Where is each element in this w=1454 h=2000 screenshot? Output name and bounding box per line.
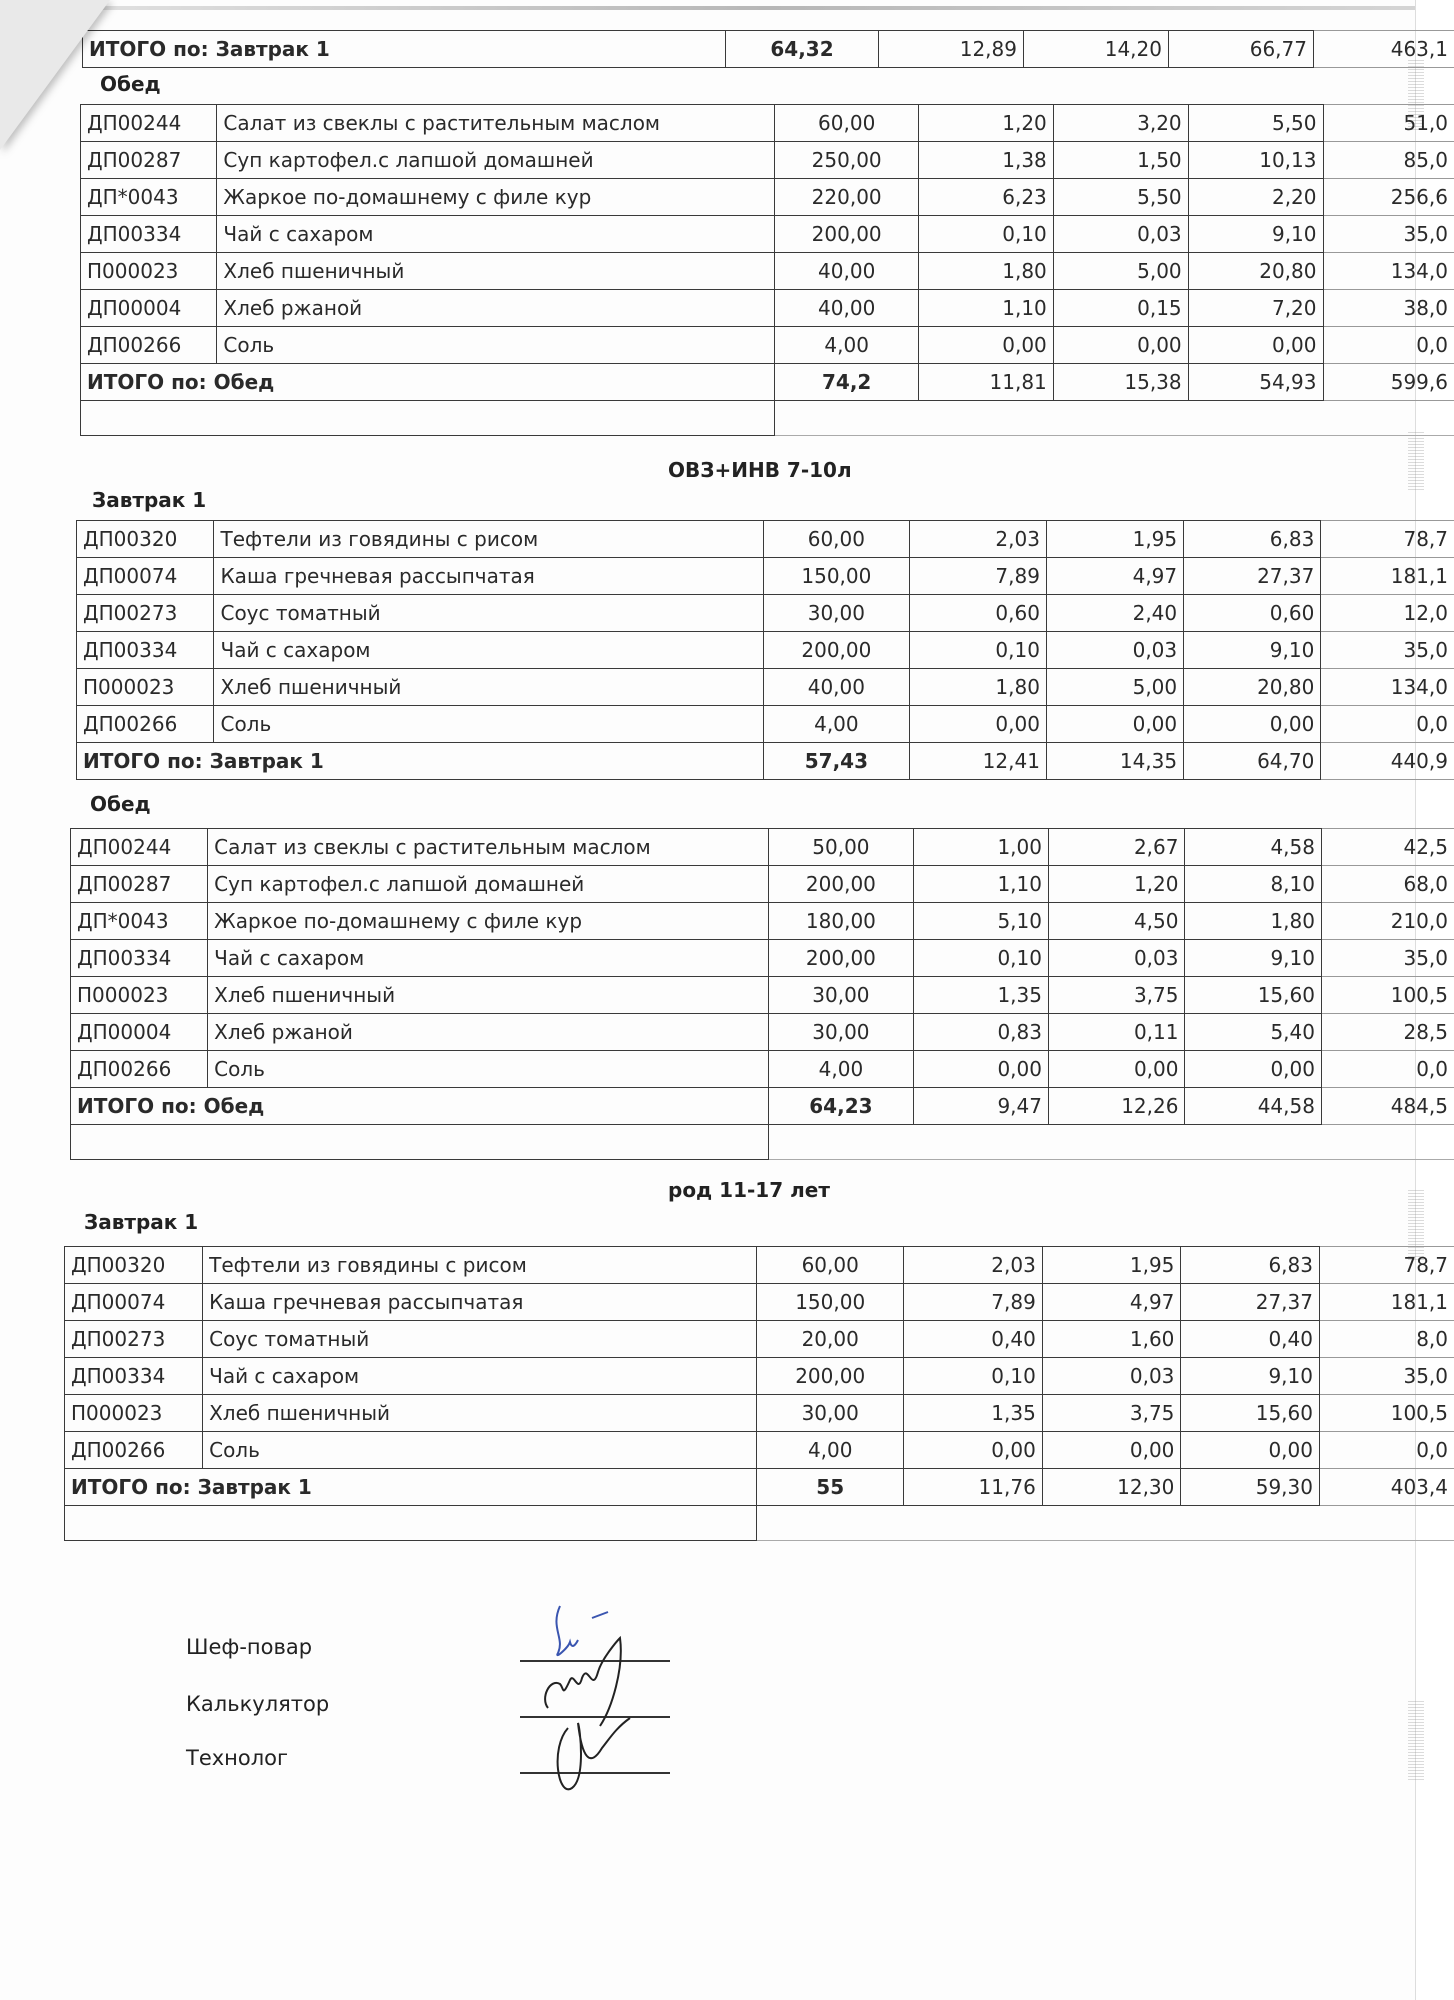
menu-table-s2-breakfast <box>76 520 1454 780</box>
item-carbs: 20,80 <box>1188 253 1323 290</box>
item-weight: 50,00 <box>768 829 913 866</box>
item-fats: 2,67 <box>1048 829 1185 866</box>
item-fats: 0,00 <box>1042 1432 1181 1469</box>
group-label-breakfast: Завтрак 1 <box>92 488 207 512</box>
item-fats: 1,20 <box>1048 866 1185 903</box>
item-code: ДП*0043 <box>71 903 208 940</box>
total-weight: 55 <box>757 1469 904 1506</box>
item-code: ДП*0043 <box>81 179 217 216</box>
item-name: Чай с сахаром <box>208 940 769 977</box>
table-row <box>71 903 1454 940</box>
item-code: ДП00320 <box>65 1247 203 1284</box>
table-row <box>77 706 1454 743</box>
item-carbs: 9,10 <box>1184 632 1321 669</box>
item-weight: 4,00 <box>775 327 919 364</box>
item-weight: 60,00 <box>775 105 919 142</box>
item-fats: 4,97 <box>1046 558 1183 595</box>
scan-noise <box>1408 1700 1424 1780</box>
item-code: ДП00266 <box>81 327 217 364</box>
item-carbs: 5,50 <box>1188 105 1323 142</box>
item-fats: 0,15 <box>1053 290 1188 327</box>
item-fats: 0,03 <box>1048 940 1185 977</box>
item-weight: 40,00 <box>775 290 919 327</box>
item-kcal: 35,0 <box>1321 632 1454 669</box>
table-row <box>81 105 1454 142</box>
item-fats: 1,50 <box>1053 142 1188 179</box>
item-carbs: 8,10 <box>1185 866 1322 903</box>
item-kcal: 35,0 <box>1319 1358 1454 1395</box>
signature-technologist <box>558 1718 630 1789</box>
total-row <box>65 1469 1454 1506</box>
item-fats: 1,60 <box>1042 1321 1181 1358</box>
total-carbs: 59,30 <box>1181 1469 1320 1506</box>
item-code: ДП00266 <box>71 1051 208 1088</box>
table-row <box>81 179 1454 216</box>
item-carbs: 6,83 <box>1184 521 1321 558</box>
total-weight: 57,43 <box>764 743 910 780</box>
item-code: ДП00334 <box>77 632 214 669</box>
item-proteins: 0,00 <box>918 327 1053 364</box>
item-carbs: 0,00 <box>1181 1432 1320 1469</box>
item-carbs: 9,10 <box>1188 216 1323 253</box>
item-carbs: 27,37 <box>1181 1284 1320 1321</box>
item-kcal: 42,5 <box>1321 829 1454 866</box>
table-row <box>65 1358 1454 1395</box>
item-proteins: 0,00 <box>904 1432 1043 1469</box>
total-kcal: 440,9 <box>1321 743 1454 780</box>
total-kcal: 463,1 <box>1314 31 1454 68</box>
item-weight: 180,00 <box>768 903 913 940</box>
menu-table-s1-breakfast-total <box>82 30 1454 68</box>
item-kcal: 8,0 <box>1319 1321 1454 1358</box>
signature-role-technologist: Технолог <box>186 1746 289 1770</box>
item-weight: 40,00 <box>775 253 919 290</box>
item-fats: 0,00 <box>1046 706 1183 743</box>
table-row <box>81 216 1454 253</box>
total-fats: 14,20 <box>1024 31 1169 68</box>
item-code: ДП00266 <box>77 706 214 743</box>
item-kcal: 85,0 <box>1323 142 1454 179</box>
total-proteins: 9,47 <box>913 1088 1048 1125</box>
blank-cell <box>768 1125 1454 1160</box>
item-kcal: 134,0 <box>1323 253 1454 290</box>
total-kcal: 599,6 <box>1323 364 1454 401</box>
table-row <box>81 253 1454 290</box>
item-kcal: 181,1 <box>1321 558 1454 595</box>
item-weight: 200,00 <box>775 216 919 253</box>
item-proteins: 0,10 <box>904 1358 1043 1395</box>
total-fats: 15,38 <box>1053 364 1188 401</box>
item-name: Соль <box>208 1051 769 1088</box>
menu-table-s3-breakfast <box>64 1246 1454 1541</box>
item-kcal: 134,0 <box>1321 669 1454 706</box>
total-row <box>83 31 1454 68</box>
item-weight: 200,00 <box>757 1358 904 1395</box>
table-row <box>71 866 1454 903</box>
table-row <box>71 829 1454 866</box>
item-carbs: 0,00 <box>1188 327 1323 364</box>
section-title: род 11-17 лет <box>668 1178 830 1202</box>
blank-cell <box>775 401 1454 436</box>
item-weight: 30,00 <box>757 1395 904 1432</box>
table-row <box>77 558 1454 595</box>
item-proteins: 1,38 <box>918 142 1053 179</box>
signature-role-chef: Шеф-повар <box>186 1635 313 1659</box>
item-carbs: 7,20 <box>1188 290 1323 327</box>
item-carbs: 15,60 <box>1185 977 1322 1014</box>
item-weight: 150,00 <box>757 1284 904 1321</box>
total-carbs: 66,77 <box>1169 31 1314 68</box>
item-code: ДП00004 <box>81 290 217 327</box>
item-name: Хлеб ржаной <box>217 290 775 327</box>
item-fats: 1,95 <box>1046 521 1183 558</box>
table-row <box>65 1284 1454 1321</box>
item-fats: 0,11 <box>1048 1014 1185 1051</box>
signature-role-calculator: Калькулятор <box>186 1692 330 1716</box>
item-kcal: 256,6 <box>1323 179 1454 216</box>
total-fats: 14,35 <box>1046 743 1183 780</box>
item-carbs: 6,83 <box>1181 1247 1320 1284</box>
item-fats: 3,75 <box>1048 977 1185 1014</box>
total-label: ИТОГО по: Обед <box>71 1088 769 1125</box>
total-kcal: 484,5 <box>1321 1088 1454 1125</box>
item-carbs: 20,80 <box>1184 669 1321 706</box>
total-fats: 12,26 <box>1048 1088 1185 1125</box>
item-fats: 1,95 <box>1042 1247 1181 1284</box>
item-weight: 4,00 <box>768 1051 913 1088</box>
item-weight: 250,00 <box>775 142 919 179</box>
item-proteins: 0,10 <box>918 216 1053 253</box>
page-top-edge <box>100 6 1434 10</box>
item-code: П000023 <box>71 977 208 1014</box>
item-carbs: 27,37 <box>1184 558 1321 595</box>
table-row <box>71 1014 1454 1051</box>
table-row <box>71 940 1454 977</box>
item-proteins: 0,10 <box>913 940 1048 977</box>
item-carbs: 1,80 <box>1185 903 1322 940</box>
item-weight: 40,00 <box>764 669 910 706</box>
folded-corner <box>0 0 110 150</box>
item-name: Хлеб ржаной <box>208 1014 769 1051</box>
item-fats: 5,50 <box>1053 179 1188 216</box>
item-carbs: 0,60 <box>1184 595 1321 632</box>
item-kcal: 100,5 <box>1321 977 1454 1014</box>
item-weight: 60,00 <box>764 521 910 558</box>
item-carbs: 2,20 <box>1188 179 1323 216</box>
total-kcal: 403,4 <box>1319 1469 1454 1506</box>
item-proteins: 1,35 <box>913 977 1048 1014</box>
total-weight: 64,23 <box>768 1088 913 1125</box>
item-proteins: 7,89 <box>909 558 1046 595</box>
item-fats: 0,03 <box>1046 632 1183 669</box>
total-fats: 12,30 <box>1042 1469 1181 1506</box>
item-kcal: 100,5 <box>1319 1395 1454 1432</box>
item-name: Хлеб пшеничный <box>208 977 769 1014</box>
item-weight: 200,00 <box>764 632 910 669</box>
item-weight: 4,00 <box>757 1432 904 1469</box>
item-kcal: 35,0 <box>1323 216 1454 253</box>
total-label: ИТОГО по: Завтрак 1 <box>83 31 726 68</box>
total-label: ИТОГО по: Завтрак 1 <box>77 743 764 780</box>
item-code: ДП00266 <box>65 1432 203 1469</box>
total-label: ИТОГО по: Обед <box>81 364 775 401</box>
item-name: Соль <box>214 706 764 743</box>
total-proteins: 12,41 <box>909 743 1046 780</box>
item-kcal: 35,0 <box>1321 940 1454 977</box>
item-name: Салат из свеклы с растительным маслом <box>208 829 769 866</box>
item-carbs: 9,10 <box>1181 1358 1320 1395</box>
item-proteins: 1,10 <box>918 290 1053 327</box>
item-kcal: 210,0 <box>1321 903 1454 940</box>
item-proteins: 0,83 <box>913 1014 1048 1051</box>
menu-table-s1-lunch <box>80 104 1454 436</box>
total-carbs: 64,70 <box>1184 743 1321 780</box>
item-weight: 60,00 <box>757 1247 904 1284</box>
total-carbs: 54,93 <box>1188 364 1323 401</box>
table-row <box>65 1321 1454 1358</box>
item-fats: 4,97 <box>1042 1284 1181 1321</box>
item-code: П000023 <box>77 669 214 706</box>
item-proteins: 0,60 <box>909 595 1046 632</box>
item-fats: 3,75 <box>1042 1395 1181 1432</box>
item-weight: 30,00 <box>768 1014 913 1051</box>
item-proteins: 1,80 <box>909 669 1046 706</box>
item-name: Чай с сахаром <box>217 216 775 253</box>
item-weight: 220,00 <box>775 179 919 216</box>
item-proteins: 1,80 <box>918 253 1053 290</box>
item-name: Чай с сахаром <box>214 632 764 669</box>
item-proteins: 2,03 <box>904 1247 1043 1284</box>
scan-noise <box>1408 430 1424 490</box>
signature-chef <box>556 1606 608 1655</box>
section-title: ОВЗ+ИНВ 7-10л <box>668 458 852 482</box>
item-fats: 5,00 <box>1053 253 1188 290</box>
blank-cell <box>71 1125 769 1160</box>
total-row <box>71 1088 1454 1125</box>
total-carbs: 44,58 <box>1185 1088 1322 1125</box>
item-carbs: 0,00 <box>1184 706 1321 743</box>
table-row <box>71 1051 1454 1088</box>
table-row <box>77 632 1454 669</box>
table-row <box>77 595 1454 632</box>
item-proteins: 5,10 <box>913 903 1048 940</box>
item-code: ДП00074 <box>77 558 214 595</box>
item-weight: 150,00 <box>764 558 910 595</box>
item-fats: 0,00 <box>1053 327 1188 364</box>
item-name: Тефтели из говядины с рисом <box>203 1247 757 1284</box>
handwritten-signatures <box>520 1598 690 1798</box>
item-kcal: 181,1 <box>1319 1284 1454 1321</box>
table-row <box>81 327 1454 364</box>
item-proteins: 6,23 <box>918 179 1053 216</box>
item-fats: 0,03 <box>1053 216 1188 253</box>
item-name: Суп картофел.с лапшой домашней <box>208 866 769 903</box>
item-code: ДП00273 <box>65 1321 203 1358</box>
total-proteins: 11,76 <box>904 1469 1043 1506</box>
total-label: ИТОГО по: Завтрак 1 <box>65 1469 757 1506</box>
total-proteins: 11,81 <box>918 364 1053 401</box>
blank-row <box>81 401 1454 436</box>
total-weight: 74,2 <box>775 364 919 401</box>
total-row <box>81 364 1454 401</box>
item-proteins: 0,40 <box>904 1321 1043 1358</box>
item-kcal: 12,0 <box>1321 595 1454 632</box>
item-carbs: 0,00 <box>1185 1051 1322 1088</box>
item-code: ДП00334 <box>81 216 217 253</box>
signature-calculator <box>545 1638 621 1726</box>
item-proteins: 1,00 <box>913 829 1048 866</box>
table-row <box>81 142 1454 179</box>
item-code: ДП00287 <box>71 866 208 903</box>
blank-cell <box>81 401 775 436</box>
item-name: Соль <box>203 1432 757 1469</box>
item-kcal: 78,7 <box>1319 1247 1454 1284</box>
item-name: Соль <box>217 327 775 364</box>
item-name: Хлеб пшеничный <box>214 669 764 706</box>
item-weight: 200,00 <box>768 866 913 903</box>
item-carbs: 4,58 <box>1185 829 1322 866</box>
total-row <box>77 743 1454 780</box>
item-name: Чай с сахаром <box>203 1358 757 1395</box>
item-name: Тефтели из говядины с рисом <box>214 521 764 558</box>
item-code: П000023 <box>81 253 217 290</box>
item-code: ДП00334 <box>71 940 208 977</box>
table-row <box>81 290 1454 327</box>
item-kcal: 0,0 <box>1321 1051 1454 1088</box>
item-kcal: 78,7 <box>1321 521 1454 558</box>
item-kcal: 51,0 <box>1323 105 1454 142</box>
item-proteins: 0,10 <box>909 632 1046 669</box>
total-weight: 64,32 <box>726 31 879 68</box>
item-name: Хлеб пшеничный <box>217 253 775 290</box>
item-kcal: 38,0 <box>1323 290 1454 327</box>
item-code: П000023 <box>65 1395 203 1432</box>
item-name: Соус томатный <box>214 595 764 632</box>
item-name: Хлеб пшеничный <box>203 1395 757 1432</box>
total-proteins: 12,89 <box>879 31 1024 68</box>
item-carbs: 15,60 <box>1181 1395 1320 1432</box>
item-weight: 200,00 <box>768 940 913 977</box>
item-proteins: 0,00 <box>909 706 1046 743</box>
item-code: ДП00287 <box>81 142 217 179</box>
item-fats: 4,50 <box>1048 903 1185 940</box>
item-carbs: 0,40 <box>1181 1321 1320 1358</box>
item-name: Жаркое по-домашнему с филе кур <box>217 179 775 216</box>
item-name: Каша гречневая рассыпчатая <box>214 558 764 595</box>
item-fats: 2,40 <box>1046 595 1183 632</box>
item-name: Каша гречневая рассыпчатая <box>203 1284 757 1321</box>
table-row <box>65 1395 1454 1432</box>
item-fats: 0,03 <box>1042 1358 1181 1395</box>
item-proteins: 1,35 <box>904 1395 1043 1432</box>
item-fats: 5,00 <box>1046 669 1183 706</box>
blank-row <box>65 1506 1454 1541</box>
item-kcal: 28,5 <box>1321 1014 1454 1051</box>
table-row <box>71 977 1454 1014</box>
item-proteins: 0,00 <box>913 1051 1048 1088</box>
item-kcal: 0,0 <box>1319 1432 1454 1469</box>
blank-row <box>71 1125 1454 1160</box>
item-kcal: 68,0 <box>1321 866 1454 903</box>
item-weight: 30,00 <box>768 977 913 1014</box>
item-fats: 3,20 <box>1053 105 1188 142</box>
blank-cell <box>65 1506 757 1541</box>
item-kcal: 0,0 <box>1323 327 1454 364</box>
table-row <box>77 669 1454 706</box>
item-carbs: 10,13 <box>1188 142 1323 179</box>
item-weight: 20,00 <box>757 1321 904 1358</box>
item-code: ДП00244 <box>71 829 208 866</box>
group-label-breakfast: Завтрак 1 <box>84 1210 199 1234</box>
item-name: Суп картофел.с лапшой домашней <box>217 142 775 179</box>
item-code: ДП00320 <box>77 521 214 558</box>
item-proteins: 1,10 <box>913 866 1048 903</box>
item-name: Салат из свеклы с растительным маслом <box>217 105 775 142</box>
item-carbs: 9,10 <box>1185 940 1322 977</box>
table-row <box>65 1247 1454 1284</box>
item-code: ДП00273 <box>77 595 214 632</box>
group-label-lunch: Обед <box>90 792 151 816</box>
item-weight: 30,00 <box>764 595 910 632</box>
item-code: ДП00074 <box>65 1284 203 1321</box>
table-row <box>77 521 1454 558</box>
item-proteins: 1,20 <box>918 105 1053 142</box>
group-label-lunch: Обед <box>100 72 161 96</box>
item-carbs: 5,40 <box>1185 1014 1322 1051</box>
item-proteins: 2,03 <box>909 521 1046 558</box>
item-name: Жаркое по-домашнему с филе кур <box>208 903 769 940</box>
item-code: ДП00334 <box>65 1358 203 1395</box>
item-fats: 0,00 <box>1048 1051 1185 1088</box>
table-row <box>65 1432 1454 1469</box>
item-proteins: 7,89 <box>904 1284 1043 1321</box>
item-weight: 4,00 <box>764 706 910 743</box>
menu-table-s2-lunch <box>70 828 1454 1160</box>
item-kcal: 0,0 <box>1321 706 1454 743</box>
item-code: ДП00244 <box>81 105 217 142</box>
item-code: ДП00004 <box>71 1014 208 1051</box>
item-name: Соус томатный <box>203 1321 757 1358</box>
blank-cell <box>757 1506 1454 1541</box>
